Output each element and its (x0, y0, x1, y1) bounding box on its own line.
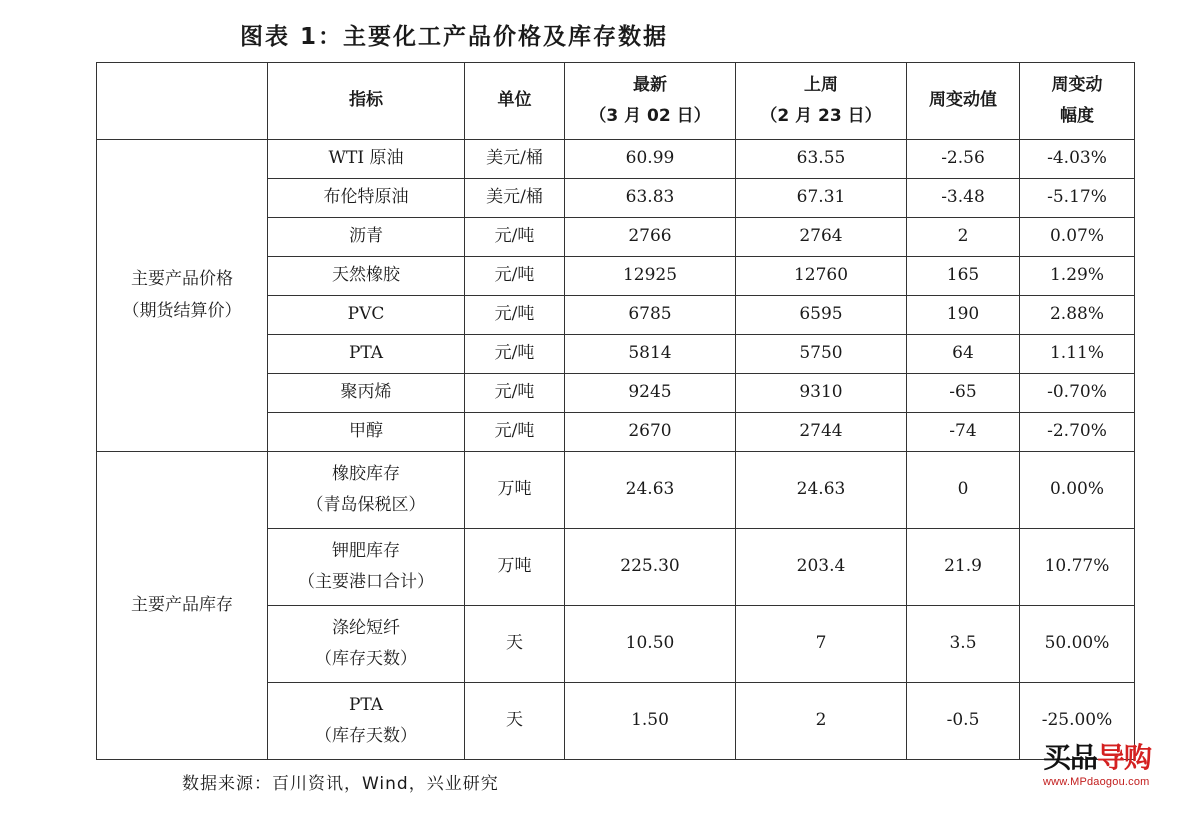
cell-latest: 63.83 (565, 179, 736, 218)
header-weekly-change: 周变动值 (907, 63, 1020, 140)
header-pct-l1: 周变动 (1051, 74, 1103, 95)
cell-indicator-l2: （青岛保税区） (306, 495, 426, 515)
cell-unit: 元/吨 (465, 257, 565, 296)
data-table (96, 62, 1135, 760)
header-prev-week (736, 63, 907, 140)
cell-latest: 5814 (565, 335, 736, 374)
cell-unit: 万吨 (465, 529, 565, 606)
cell-prev: 2744 (736, 413, 907, 452)
cell-unit: 元/吨 (465, 218, 565, 257)
cell-unit: 元/吨 (465, 296, 565, 335)
table-row (97, 140, 1135, 179)
cell-unit: 天 (465, 683, 565, 760)
cell-latest: 10.50 (565, 606, 736, 683)
header-latest-l1: 最新 (633, 74, 667, 95)
cell-pct: -2.70% (1020, 413, 1135, 452)
cell-indicator: 沥青 (268, 218, 465, 257)
cell-indicator (268, 606, 465, 683)
cell-prev: 2764 (736, 218, 907, 257)
cell-indicator (268, 529, 465, 606)
cell-pct: 1.29% (1020, 257, 1135, 296)
header-latest-date: （3 月 02 日） (589, 106, 711, 126)
header-latest (565, 63, 736, 140)
cell-prev: 63.55 (736, 140, 907, 179)
cell-change: 2 (907, 218, 1020, 257)
cell-pct: 0.07% (1020, 218, 1135, 257)
cell-unit: 元/吨 (465, 374, 565, 413)
cell-pct: -5.17% (1020, 179, 1135, 218)
table-row (97, 452, 1135, 529)
cell-latest: 2670 (565, 413, 736, 452)
cell-unit: 美元/桶 (465, 140, 565, 179)
cell-change: -65 (907, 374, 1020, 413)
cell-pct: 2.88% (1020, 296, 1135, 335)
cell-latest: 60.99 (565, 140, 736, 179)
header-unit: 单位 (465, 63, 565, 140)
cell-latest: 1.50 (565, 683, 736, 760)
cell-unit: 万吨 (465, 452, 565, 529)
cell-indicator-l2: （主要港口合计） (298, 572, 434, 592)
cell-indicator-l1: PTA (348, 694, 384, 715)
group-prices-l2: （期货结算价） (122, 300, 242, 321)
group-label-stocks: 主要产品库存 (97, 452, 268, 760)
watermark-logo (1043, 742, 1183, 774)
watermark-url: www.MPdaogou.com (1043, 776, 1150, 788)
header-row (97, 63, 1135, 140)
cell-prev: 24.63 (736, 452, 907, 529)
cell-pct: -25.00% (1020, 683, 1135, 760)
header-pct-l2: 幅度 (1060, 106, 1094, 126)
cell-indicator: PTA (268, 335, 465, 374)
header-indicator: 指标 (268, 63, 465, 140)
cell-indicator-l1: 涤纶短纤 (332, 617, 400, 638)
cell-prev: 6595 (736, 296, 907, 335)
cell-change: 21.9 (907, 529, 1020, 606)
cell-change: -74 (907, 413, 1020, 452)
cell-pct: -0.70% (1020, 374, 1135, 413)
cell-prev: 5750 (736, 335, 907, 374)
cell-indicator (268, 452, 465, 529)
cell-latest: 9245 (565, 374, 736, 413)
cell-prev: 67.31 (736, 179, 907, 218)
group-prices-l1: 主要产品价格 (131, 269, 233, 290)
cell-indicator-l2: （库存天数） (315, 726, 417, 746)
header-prev-l1: 上周 (804, 74, 838, 95)
cell-unit: 美元/桶 (465, 179, 565, 218)
cell-pct: 1.11% (1020, 335, 1135, 374)
cell-indicator: 聚丙烯 (268, 374, 465, 413)
cell-unit: 元/吨 (465, 413, 565, 452)
cell-change: 0 (907, 452, 1020, 529)
cell-change: -3.48 (907, 179, 1020, 218)
cell-change: -0.5 (907, 683, 1020, 760)
cell-change: 165 (907, 257, 1020, 296)
cell-latest: 6785 (565, 296, 736, 335)
group-label-prices (97, 140, 268, 452)
cell-indicator-l2: （库存天数） (315, 649, 417, 669)
cell-change: 3.5 (907, 606, 1020, 683)
cell-unit: 天 (465, 606, 565, 683)
cell-pct: 0.00% (1020, 452, 1135, 529)
watermark-logo-part-a: 买品 (1043, 741, 1098, 774)
header-weekly-pct (1020, 63, 1135, 140)
cell-indicator: 天然橡胶 (268, 257, 465, 296)
cell-latest: 12925 (565, 257, 736, 296)
cell-indicator-l1: 钾肥库存 (332, 540, 400, 561)
cell-prev: 9310 (736, 374, 907, 413)
cell-pct: 50.00% (1020, 606, 1135, 683)
cell-change: 64 (907, 335, 1020, 374)
site-watermark (1043, 742, 1183, 798)
cell-indicator: 甲醇 (268, 413, 465, 452)
cell-latest: 24.63 (565, 452, 736, 529)
cell-pct: -4.03% (1020, 140, 1135, 179)
watermark-logo-part-b: 导购 (1097, 741, 1152, 774)
cell-indicator: 布伦特原油 (268, 179, 465, 218)
cell-pct: 10.77% (1020, 529, 1135, 606)
cell-indicator-l1: 橡胶库存 (332, 463, 400, 484)
header-blank (97, 63, 268, 140)
cell-prev: 2 (736, 683, 907, 760)
cell-indicator (268, 683, 465, 760)
figure-title: 图表 1：主要化工产品价格及库存数据 (240, 24, 669, 50)
data-source-note: 数据来源：百川资讯，Wind，兴业研究 (182, 774, 499, 794)
header-prev-date: （2 月 23 日） (760, 106, 882, 126)
cell-indicator: PVC (268, 296, 465, 335)
cell-change: -2.56 (907, 140, 1020, 179)
cell-prev: 12760 (736, 257, 907, 296)
cell-unit: 元/吨 (465, 335, 565, 374)
cell-prev: 203.4 (736, 529, 907, 606)
cell-change: 190 (907, 296, 1020, 335)
cell-latest: 225.30 (565, 529, 736, 606)
cell-indicator: WTI 原油 (268, 140, 465, 179)
cell-latest: 2766 (565, 218, 736, 257)
cell-prev: 7 (736, 606, 907, 683)
